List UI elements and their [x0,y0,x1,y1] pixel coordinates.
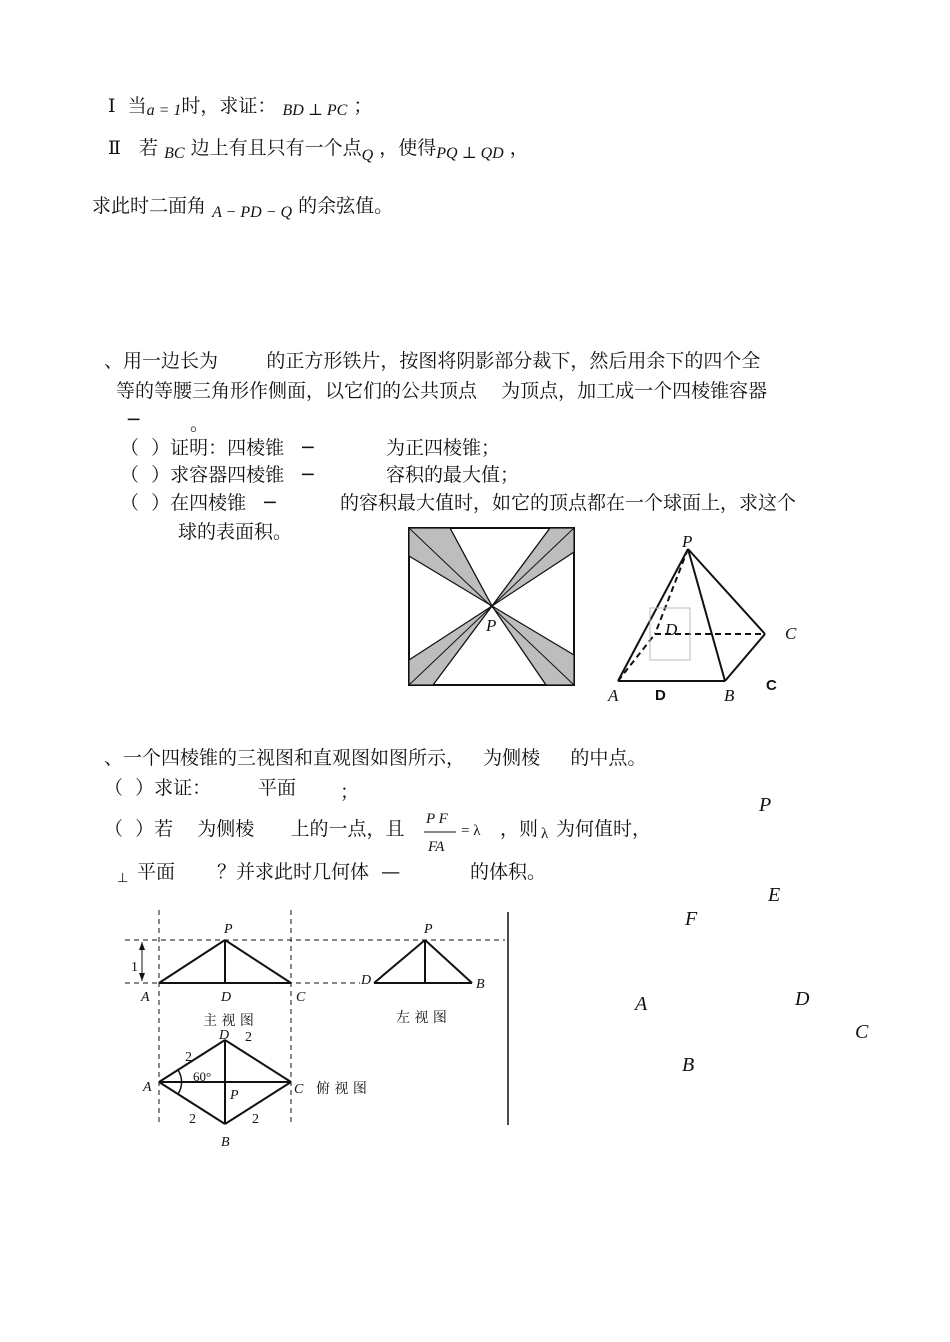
front-caption: 主 视 图 [203,1013,254,1029]
rv-P: P [759,794,772,816]
pyr-label-C-bold: C [766,677,777,694]
p3-q3c: 的体积。 [470,861,547,883]
p3-q1c: ； [340,781,360,803]
p2-line2: 等的等腰三角形作侧面，以它们的公共顶点 为顶点，加工成一个四棱锥容器 [116,380,768,402]
pyr-label-C: C [785,624,797,643]
p2-q3a: （ ）在四棱锥 ─ [120,492,276,514]
p3-q1a: （ ）求证： [104,777,212,799]
top-side-1: 2 [185,1050,192,1065]
p3-q1b: 平面 [258,777,297,799]
front-height: 1 [131,960,138,975]
rv-E: E [768,884,781,906]
front-C: C [296,990,306,1005]
side-P: P [424,922,433,937]
p2-line3b: 。 [190,413,210,435]
top-B: B [221,1135,230,1150]
front-D: D [221,990,232,1005]
p1-line1: Ⅰ 当a = 1时，求证： BD ⊥ PC ； [108,95,373,119]
rv-C: C [855,1021,869,1043]
p1-line2: Ⅱ 若 $_{BC}$ 边上有且只有一个点$_Q$ ，使得$_{PQ \perp QD}$ ， [108,137,529,164]
top-angle: 60° [193,1069,212,1084]
p3-q3b: ？并求此时几何体 — [217,861,401,883]
top-A: A [143,1080,152,1095]
rv-D: D [795,988,810,1010]
pyr-label-B: B [724,686,735,705]
roman-1: Ⅰ [108,95,116,117]
p2-q2b: 容积的最大值； [386,464,520,486]
p2-q1b: 为正四棱锥； [386,437,501,459]
side-B: B [476,977,485,992]
p2-q3c: 球的表面积。 [178,521,293,543]
top-side-4: 2 [252,1112,259,1127]
p1-line3: 求此时二面角 $_{A - PD - Q}$ 的余弦值。 [92,195,394,221]
pyr-label-D: D [665,620,678,639]
rv-F: F [685,908,698,930]
p3-line1: 、一个四棱锥的三视图和直观图如图所示， 为侧棱 的中点。 [104,747,647,769]
p2-q1a: （ ）证明：四棱锥 ─ [120,437,314,459]
pyr-label-A: A [608,686,619,705]
pyr-label-P: P [682,532,693,551]
p2-q2a: （ ）求容器四棱锥 ─ [120,464,314,486]
top-side-3: 2 [189,1112,196,1127]
top-P: P [230,1088,239,1103]
p3-q2c: 为何值时， [556,818,652,840]
p3-q3a: 平面 [137,861,176,883]
front-A: A [141,990,150,1005]
front-P: P [224,922,233,937]
p2-line3a: ─ [128,409,140,431]
p3-q2a: （ ）若 为侧棱 上的一点，且 [104,818,405,840]
frac-equals-lambda: = λ [461,823,481,839]
perp-symbol: ⊥ [117,870,129,885]
rv-A: A [635,993,648,1015]
top-C: C [294,1082,304,1097]
square-label-P: P [486,616,497,635]
side-D: D [361,973,372,988]
top-caption: 俯 视 图 [316,1081,367,1097]
frac-numerator: P F [426,811,448,827]
pyr-label-D-bold: D [655,687,666,704]
p2-q3b: 的容积最大值时，如它的顶点都在一个球面上，求这个 [340,492,797,514]
p2-line1: 、用一边长为 的正方形铁片，按图将阴影部分裁下，然后用余下的四个全 [104,350,761,372]
side-caption: 左 视 图 [396,1010,447,1026]
rv-B: B [682,1054,695,1076]
p3-q2b: ，则 [500,818,539,840]
top-side-2: 2 [245,1030,252,1045]
lambda-symbol: λ [541,826,549,842]
frac-denominator: FA [428,839,445,855]
top-D: D [219,1028,230,1043]
